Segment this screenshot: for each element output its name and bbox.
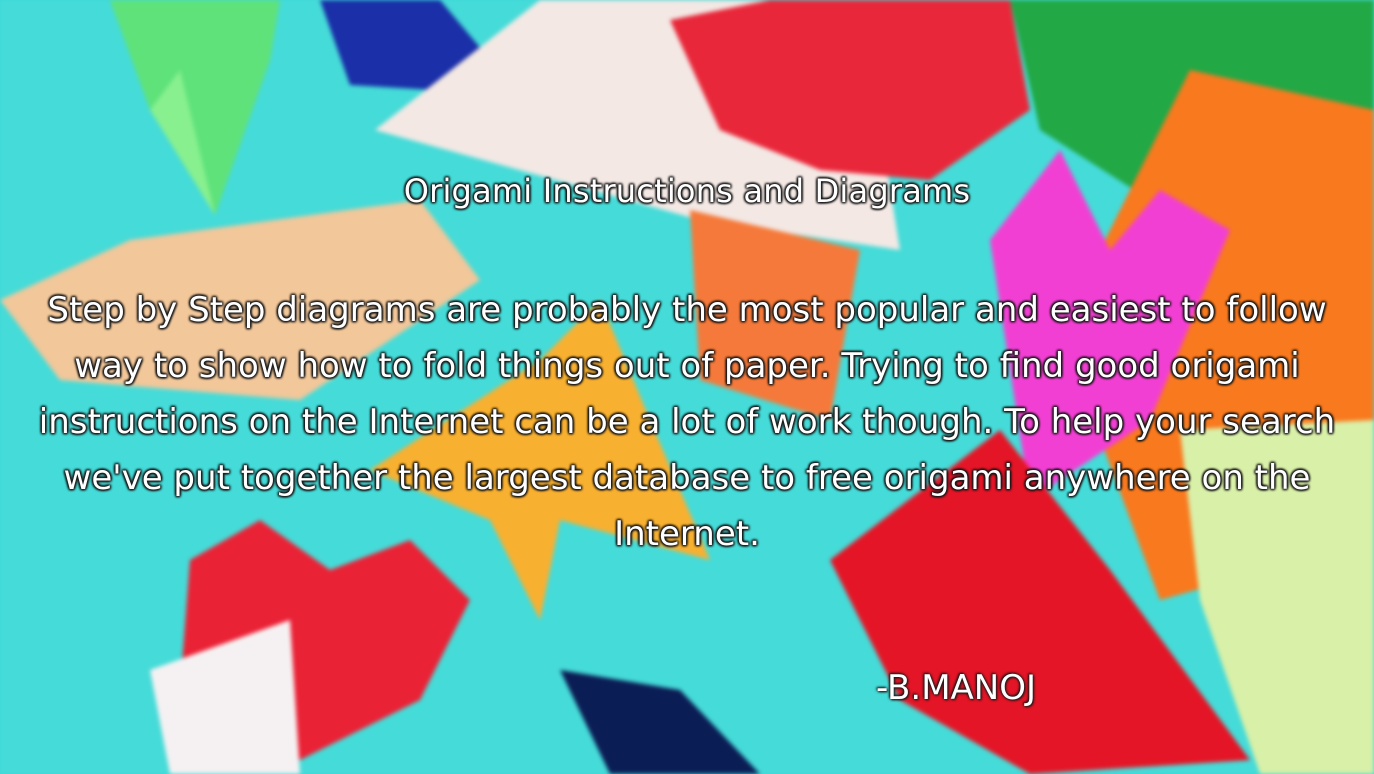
- slide-title: Origami Instructions and Diagrams: [403, 172, 971, 210]
- slide-signature: -B.MANOJ: [876, 668, 1037, 708]
- slide-body-text: Step by Step diagrams are probably the most popular and easiest to follow way to show how to fold things out of paper. Trying to find good origami instructions on the Internet can be a lot of work though. To help your search we've put together the largest database to free origami anywhere on the Internet.: [38, 290, 1336, 554]
